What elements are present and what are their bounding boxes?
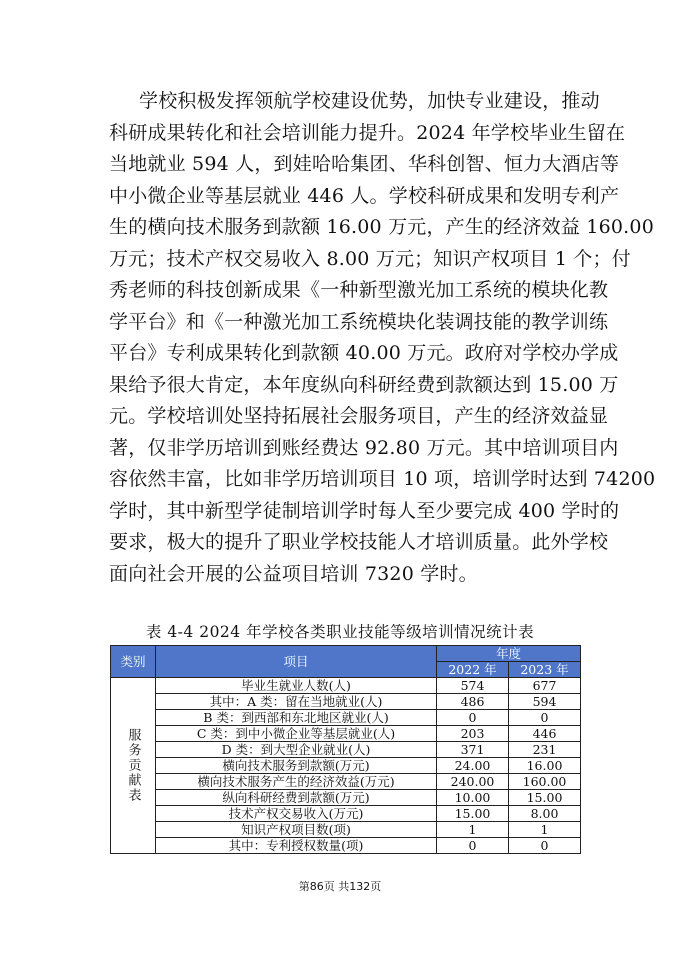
value-2022-cell: 24.00 xyxy=(437,758,509,774)
paragraph-line: 中小微企业等基层就业 446 人。学校科研成果和发明专利产 xyxy=(109,184,620,207)
header-item: 项目 xyxy=(156,646,437,678)
table-row xyxy=(111,726,581,742)
paragraph-line: 学校积极发挥领航学校建设优势，加快专业建设，推动 xyxy=(139,90,600,112)
value-2022-cell: 0 xyxy=(437,710,509,726)
item-cell: 知识产权项目数(项) xyxy=(156,822,437,838)
item-cell: B 类：到西部和东北地区就业(人) xyxy=(156,710,437,726)
header-year-group: 年度 xyxy=(437,646,581,662)
header-year-2023: 2023 年 xyxy=(509,662,581,678)
paragraph-line: 果给予很大肯定，本年度纵向科研经费到款额达到 15.00 万 xyxy=(109,373,619,396)
table-row xyxy=(111,758,581,774)
paragraph-line: 平台》专利成果转化到款额 40.00 万元。政府对学校办学成 xyxy=(109,342,619,364)
value-2022-cell: 1 xyxy=(437,822,509,838)
paragraph-line: 秀老师的科技创新成果《一种新型激光加工系统的模块化教 xyxy=(109,279,609,301)
item-cell: C 类：到中小微企业等基层就业(人) xyxy=(156,726,437,742)
value-2022-cell: 10.00 xyxy=(437,790,509,806)
table-row xyxy=(111,774,581,790)
value-2023-cell: 0 xyxy=(509,710,581,726)
item-cell: 纵向科研经费到款额(万元) xyxy=(156,790,437,806)
item-cell: 毕业生就业人数(人) xyxy=(156,678,437,694)
value-2023-cell: 15.00 xyxy=(509,790,581,806)
item-cell: 其中：A 类：留在当地就业(人) xyxy=(156,694,437,710)
page-footer: 第86页 共132页 xyxy=(298,880,382,893)
value-2022-cell: 240.00 xyxy=(437,774,509,790)
header-year-2022: 2022 年 xyxy=(437,662,509,678)
header-category: 类别 xyxy=(111,646,156,678)
value-2022-cell: 15.00 xyxy=(437,806,509,822)
paragraph-line: 科研成果转化和社会培训能力提升。2024 年学校毕业生留在 xyxy=(109,121,626,144)
value-2023-cell: 677 xyxy=(509,678,581,694)
value-2022-cell: 486 xyxy=(437,694,509,710)
paragraph-line: 面向社会开展的公益项目培训 7320 学时。 xyxy=(109,562,478,585)
paragraph-line: 著，仅非学历培训到账经费达 92.80 万元。其中培训项目内 xyxy=(109,436,619,459)
value-2023-cell: 1 xyxy=(509,822,581,838)
paragraph-line: 生的横向技术服务到款额 16.00 万元，产生的经济效益 160.00 xyxy=(109,216,654,238)
table-row xyxy=(111,838,581,854)
table-row xyxy=(111,710,581,726)
paragraph-line: 学时，其中新型学徒制培训学时每人至少要完成 400 学时的 xyxy=(109,499,620,522)
paragraph-line: 当地就业 594 人，到娃哈哈集团、华科创智、恒力大酒店等 xyxy=(109,153,620,175)
value-2023-cell: 446 xyxy=(509,726,581,742)
stats-table xyxy=(110,645,581,854)
paragraph-line: 元。学校培训处坚持拓展社会服务项目，产生的经济效益显 xyxy=(109,405,609,427)
value-2023-cell: 231 xyxy=(509,742,581,758)
value-2022-cell: 203 xyxy=(437,726,509,742)
value-2023-cell: 8.00 xyxy=(509,806,581,822)
table-row xyxy=(111,694,581,710)
category-label: 服务贡献表 xyxy=(125,728,141,803)
table-row xyxy=(111,678,581,694)
body-paragraph xyxy=(109,86,656,590)
value-2023-cell: 160.00 xyxy=(509,774,581,790)
item-cell: D 类：到大型企业就业(人) xyxy=(156,742,437,758)
paragraph-line: 学平台》和《一种激光加工系统模块化装调技能的教学训练 xyxy=(109,310,609,333)
paragraph-line: 容依然丰富，比如非学历培训项目 10 项，培训学时达到 74200 xyxy=(109,468,656,490)
value-2023-cell: 16.00 xyxy=(509,758,581,774)
item-cell: 横向技术服务到款额(万元) xyxy=(156,758,437,774)
value-2022-cell: 371 xyxy=(437,742,509,758)
item-cell: 横向技术服务产生的经济效益(万元) xyxy=(156,774,437,790)
paragraph-line: 要求，极大的提升了职业学校技能人才培训质量。此外学校 xyxy=(109,531,609,553)
value-2022-cell: 0 xyxy=(437,838,509,854)
value-2023-cell: 0 xyxy=(509,838,581,854)
table-row xyxy=(111,790,581,806)
table-row xyxy=(111,742,581,758)
value-2023-cell: 594 xyxy=(509,694,581,710)
table-row xyxy=(111,806,581,822)
item-cell: 其中：专利授权数量(项) xyxy=(156,838,437,854)
value-2022-cell: 574 xyxy=(437,678,509,694)
category-cell xyxy=(111,678,156,854)
item-cell: 技术产权交易收入(万元) xyxy=(156,806,437,822)
table-row xyxy=(111,822,581,838)
paragraph-line: 万元；技术产权交易收入 8.00 万元；知识产权项目 1 个；付 xyxy=(109,247,631,270)
table-caption: 表 4-4 2024 年学校各类职业技能等级培训情况统计表 xyxy=(145,623,535,641)
